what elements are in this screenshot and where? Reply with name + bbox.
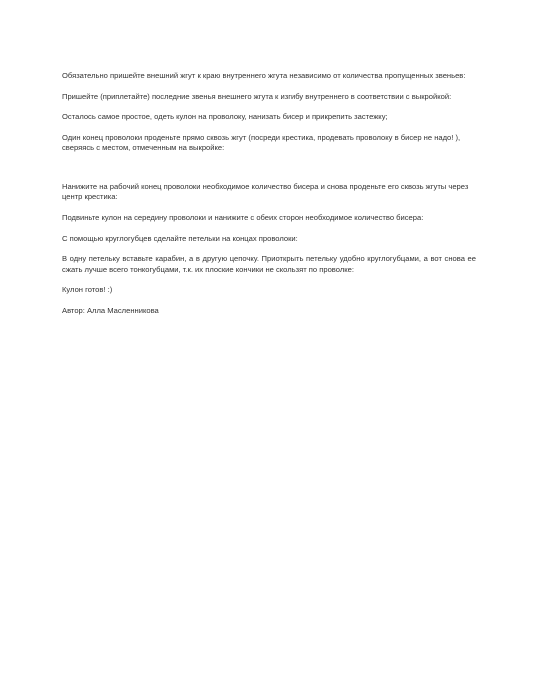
paragraph-center-pendant: Подвиньте кулон на середину проволоки и нанижите с обеих сторон необходимое количество бисера: [62, 212, 424, 222]
paragraph-attach-last-links: Пришейте (приплетайте) последние звенья внешнего жгута к изгибу внутреннего в соответствии с выкройкой: [62, 91, 452, 101]
paragraph-simple-remaining: Осталось самое простое, одеть кулон на проволоку, нанизать бисер и прикрепить застежку; [62, 112, 388, 122]
paragraph-sew-outer-cord: Обязательно пришейте внешний жгут к краю внутреннего жгута независимо от количества пропущенных звеньев: [62, 71, 466, 80]
paragraph-pendant-done: Кулон готов! :) [62, 285, 113, 295]
document-body [62, 71, 476, 327]
paragraph-make-loops: С помощью круглогубцев сделайте петельки на концах проволоки: [62, 233, 298, 243]
paragraph-wire-through-cord: Один конец проволоки проденьте прямо сквозь жгут (посреди крестика, продевать проволоку в бисер не надо! ), сверяясь с местом, отмеченным на выкройке: [62, 133, 461, 153]
paragraph-string-beads: Нанижите на рабочий конец проволоки необходимое количество бисера и снова проденьте его сквозь жгуты через центр крестика: [62, 182, 469, 202]
image-gap [62, 164, 476, 182]
paragraph-author: Автор: Алла Масленникова [62, 305, 159, 315]
paragraph-clasp-chain: В одну петельку вставьте карабин, а в другую цепочку. Приоткрыть петельку удобно круглогубцами, а вот снова ее сжать лучше всего тонкогубцами, т.к. их плоские кончики не скользят по проволке: [62, 254, 476, 274]
